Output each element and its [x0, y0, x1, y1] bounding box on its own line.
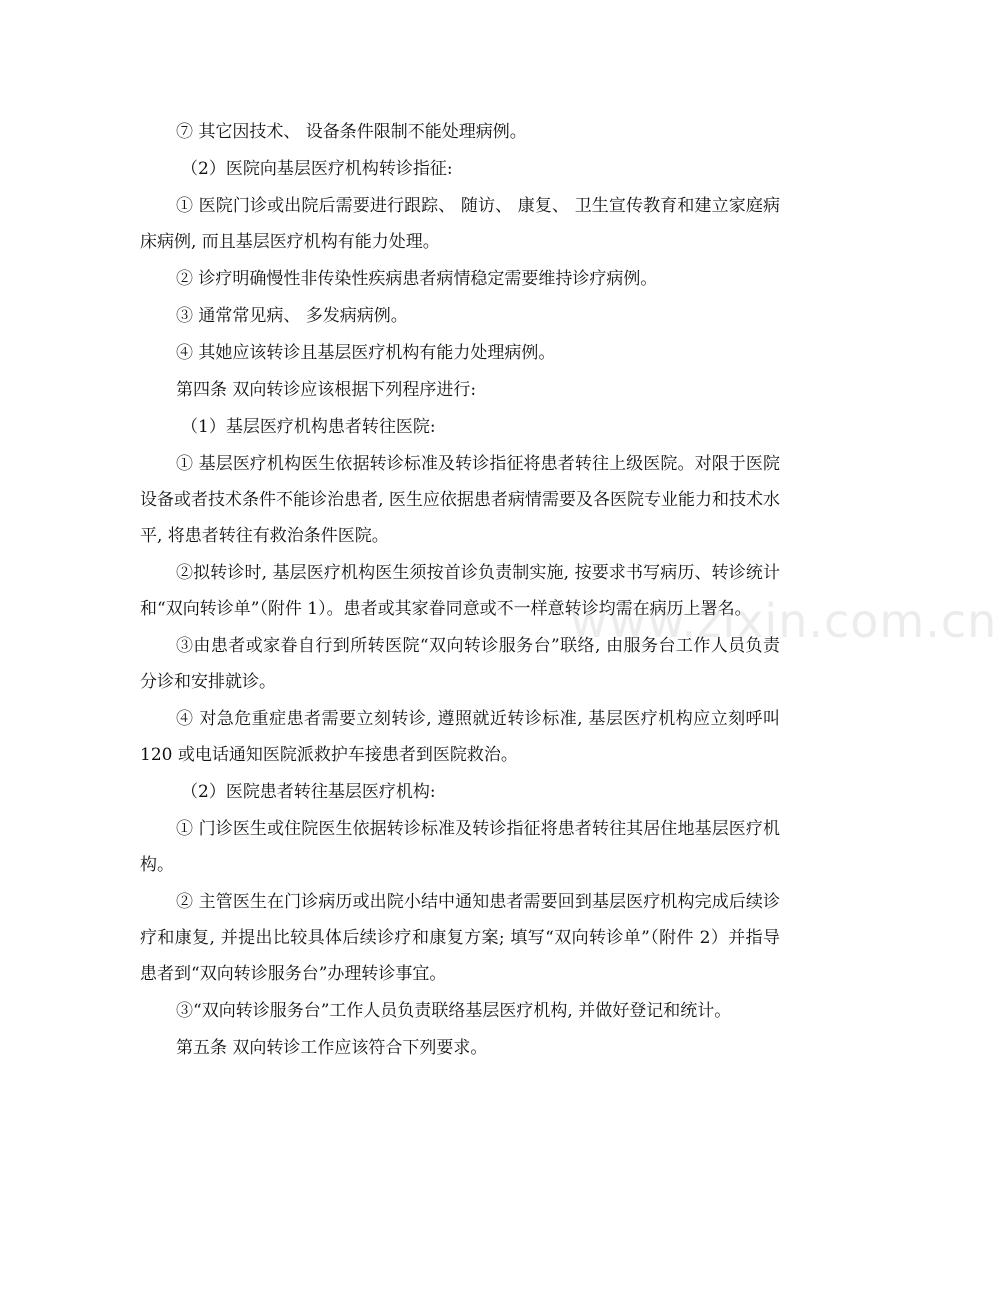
article-5-heading: 第五条 双向转诊工作应该符合下列要求。 — [176, 1038, 488, 1058]
paragraph-procedure-1-item-3: ③由患者或家眷自行到所转医院“双向转诊服务台”联络, 由服务台工作人员负责分诊和安排就诊。 — [140, 636, 780, 692]
paragraph-procedure-2-item-1: ① 门诊医生或住院医生依据转诊标准及转诊指征将患者转往其居住地基层医疗机构。 — [140, 819, 780, 875]
paragraph-referral-item-4: ④ 其她应该转诊且基层医疗机构有能力处理病例。 — [176, 343, 556, 363]
watermark: www.zixin.com.cn — [570, 594, 997, 648]
paragraph-referral-item-2: ② 诊疗明确慢性非传染性疾病患者病情稳定需要维持诊疗病例。 — [176, 269, 658, 289]
paragraph-procedure-1-item-1: ① 基层医疗机构医生依据转诊标准及转诊指征将患者转往上级医院。对限于医院设备或者技术条件不能诊治患者, 医生应依据患者病情需要及各医院专业能力和技术水平, 将患者转往有救治条件医院。 — [140, 454, 780, 546]
paragraph-item-7: ⑦ 其它因技术、 设备条件限制不能处理病例。 — [176, 122, 527, 142]
paragraph-section-2-heading: （2）医院向基层医疗机构转诊指征: — [181, 159, 453, 179]
paragraph-procedure-2-item-2: ② 主管医生在门诊病历或出院小结中通知患者需要回到基层医疗机构完成后续诊疗和康复, 并提出比较具体后续诊疗和康复方案; 填写“双向转诊单”（附件 2）并指导患者到“双向转诊服务台”办理转诊事宜。 — [140, 892, 780, 984]
paragraph-procedure-2-item-3: ③“双向转诊服务台”工作人员负责联络基层医疗机构, 并做好登记和统计。 — [176, 1001, 732, 1021]
document-body — [140, 114, 780, 1066]
paragraph-procedure-1-item-4: ④ 对急危重症患者需要立刻转诊, 遵照就近转诊标准, 基层医疗机构应立刻呼叫 120 或电话通知医院派救护车接患者到医院救治。 — [140, 709, 780, 765]
paragraph-referral-item-3: ③ 通常常见病、 多发病病例。 — [176, 306, 408, 326]
paragraph-procedure-1-item-2: ②拟转诊时, 基层医疗机构医生须按首诊负责制实施, 按要求书写病历、转诊统计和“双向转诊单”（附件 1）。患者或其家眷同意或不一样意转诊均需在病历上署名。 — [140, 563, 780, 619]
paragraph-procedure-2-heading: （2）医院患者转往基层医疗机构: — [181, 782, 436, 802]
paragraph-referral-item-1: ① 医院门诊或出院后需要进行跟踪、 随访、 康复、 卫生宣传教育和建立家庭病床病例, 而且基层医疗机构有能力处理。 — [140, 196, 780, 252]
paragraph-procedure-1-heading: （1）基层医疗机构患者转往医院: — [181, 417, 436, 437]
article-4-heading: 第四条 双向转诊应该根据下列程序进行: — [176, 380, 477, 400]
